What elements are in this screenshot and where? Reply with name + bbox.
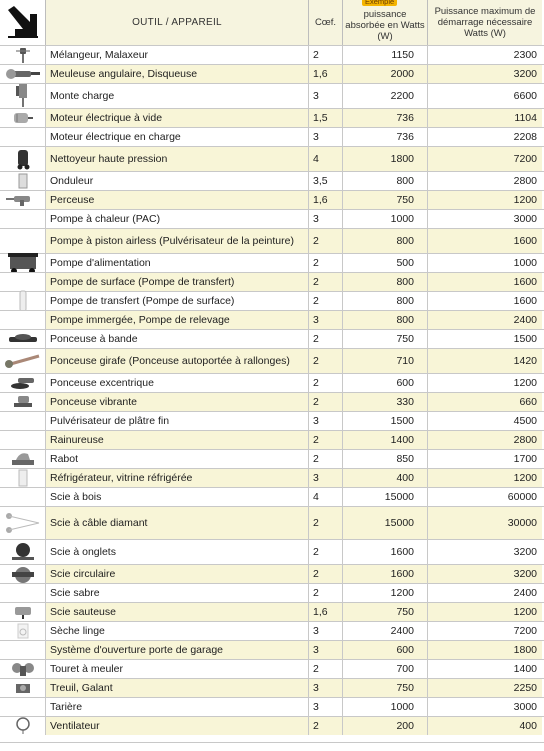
feed-pump-icon xyxy=(2,254,44,272)
coefficient: 2 xyxy=(308,330,342,348)
table-row xyxy=(0,171,544,190)
max-startup-power: 2400 xyxy=(427,311,542,329)
absorbed-power: 2200 xyxy=(342,84,427,108)
coefficient: 3 xyxy=(308,128,342,146)
absorbed-power: 736 xyxy=(342,128,427,146)
table-row xyxy=(0,127,544,146)
table-row xyxy=(0,348,544,373)
absorbed-power: 1150 xyxy=(342,46,427,64)
table-row xyxy=(0,310,544,329)
absorbed-power: 600 xyxy=(342,374,427,392)
icon-cell xyxy=(2,488,44,506)
max-startup-power: 400 xyxy=(427,717,542,735)
max-startup-power: 660 xyxy=(427,393,542,411)
absorbed-power: 800 xyxy=(342,172,427,190)
table-row xyxy=(0,564,544,583)
coefficient: 2 xyxy=(308,431,342,449)
tool-name: Ponceuse excentrique xyxy=(45,374,308,392)
coefficient: 3 xyxy=(308,412,342,430)
tool-name: Ventilateur xyxy=(45,717,308,735)
coefficient: 1,5 xyxy=(308,109,342,127)
max-startup-power: 1600 xyxy=(427,229,542,253)
icon-cell xyxy=(2,412,44,430)
max-startup-power: 2800 xyxy=(427,431,542,449)
vibrating-sander-icon xyxy=(2,393,44,411)
table-row xyxy=(0,449,544,468)
column-header-absorbed: puissance absorbée en Watts (W) xyxy=(342,0,427,45)
tool-name: Réfrigérateur, vitrine réfrigérée xyxy=(45,469,308,487)
column-header-tool: OUTIL / APPAREIL xyxy=(45,0,308,45)
max-startup-power: 1600 xyxy=(427,273,542,291)
table-row xyxy=(0,146,544,171)
absorbed-power: 15000 xyxy=(342,507,427,539)
tool-name: Monte charge xyxy=(45,84,308,108)
absorbed-power: 500 xyxy=(342,254,427,272)
icon-cell xyxy=(2,584,44,602)
table-row xyxy=(0,209,544,228)
tool-name: Treuil, Galant xyxy=(45,679,308,697)
coefficient: 3 xyxy=(308,84,342,108)
electric-motor-icon xyxy=(2,109,44,127)
max-startup-power: 1420 xyxy=(427,349,542,373)
column-header-max: Puissance maximum de démarrage nécessaire Watts (W) xyxy=(427,0,542,45)
coefficient: 2 xyxy=(308,254,342,272)
ups-icon xyxy=(2,172,44,190)
max-startup-power: 2250 xyxy=(427,679,542,697)
coefficient: 2 xyxy=(308,450,342,468)
max-startup-power: 6600 xyxy=(427,84,542,108)
coefficient: 2 xyxy=(308,507,342,539)
table-row xyxy=(0,83,544,108)
tool-name: Ponceuse à bande xyxy=(45,330,308,348)
icon-cell xyxy=(2,210,44,228)
icon-cell xyxy=(2,698,44,716)
belt-sander-icon xyxy=(2,330,44,348)
tool-name: Perceuse xyxy=(45,191,308,209)
max-startup-power: 2400 xyxy=(427,584,542,602)
absorbed-power: 800 xyxy=(342,311,427,329)
tool-name: Rabot xyxy=(45,450,308,468)
coefficient: 2 xyxy=(308,374,342,392)
coefficient: 3,5 xyxy=(308,172,342,190)
table-row xyxy=(0,228,544,253)
absorbed-power: 736 xyxy=(342,109,427,127)
tool-name: Scie à onglets xyxy=(45,540,308,564)
tool-name: Mélangeur, Malaxeur xyxy=(45,46,308,64)
absorbed-power: 1800 xyxy=(342,147,427,171)
coefficient: 2 xyxy=(308,540,342,564)
miter-saw-icon xyxy=(2,540,44,564)
max-startup-power: 1200 xyxy=(427,469,542,487)
absorbed-power: 15000 xyxy=(342,488,427,506)
dryer-icon xyxy=(2,622,44,640)
icon-cell xyxy=(2,641,44,659)
max-startup-power: 1200 xyxy=(427,374,542,392)
absorbed-power: 750 xyxy=(342,330,427,348)
absorbed-power: 750 xyxy=(342,603,427,621)
table-row xyxy=(0,329,544,348)
coefficient: 2 xyxy=(308,393,342,411)
table-row xyxy=(0,602,544,621)
absorbed-power: 2400 xyxy=(342,622,427,640)
absorbed-power: 850 xyxy=(342,450,427,468)
submersible-pump-icon xyxy=(2,292,44,310)
absorbed-power: 1000 xyxy=(342,698,427,716)
drill-icon xyxy=(2,191,44,209)
max-startup-power: 2800 xyxy=(427,172,542,190)
table-row xyxy=(0,64,544,83)
table-row xyxy=(0,583,544,602)
coefficient: 2 xyxy=(308,46,342,64)
max-startup-power: 1104 xyxy=(427,109,542,127)
tool-name: Scie sauteuse xyxy=(45,603,308,621)
table-row xyxy=(0,716,544,735)
icon-cell xyxy=(2,229,44,253)
table-bottom-border xyxy=(0,742,544,743)
table-row xyxy=(0,539,544,564)
coefficient: 2 xyxy=(308,584,342,602)
table-row xyxy=(0,411,544,430)
tool-name: Pompe de surface (Pompe de transfert) xyxy=(45,273,308,291)
tool-name: Pompe de transfert (Pompe de surface) xyxy=(45,292,308,310)
tool-name: Ponceuse girafe (Ponceuse autoportée à rallonges) xyxy=(45,349,308,373)
absorbed-power: 1600 xyxy=(342,565,427,583)
table-row xyxy=(0,659,544,678)
max-startup-power: 7200 xyxy=(427,622,542,640)
absorbed-power: 600 xyxy=(342,641,427,659)
max-startup-power: 1200 xyxy=(427,603,542,621)
arrow-down-right-icon xyxy=(2,0,44,45)
tool-name: Nettoyeur haute pression xyxy=(45,147,308,171)
max-startup-power: 60000 xyxy=(427,488,542,506)
max-startup-power: 3200 xyxy=(427,540,542,564)
table-row xyxy=(0,506,544,539)
absorbed-power: 1500 xyxy=(342,412,427,430)
tool-name: Scie à câble diamant xyxy=(45,507,308,539)
max-startup-power: 30000 xyxy=(427,507,542,539)
absorbed-power: 700 xyxy=(342,660,427,678)
absorbed-power: 330 xyxy=(342,393,427,411)
coefficient: 2 xyxy=(308,660,342,678)
coefficient: 2 xyxy=(308,229,342,253)
absorbed-power: 200 xyxy=(342,717,427,735)
pressure-washer-icon xyxy=(2,147,44,171)
giraffe-sander-icon xyxy=(2,349,44,373)
tool-name: Pompe à piston airless (Pulvérisateur de la peinture) xyxy=(45,229,308,253)
max-startup-power: 1500 xyxy=(427,330,542,348)
coefficient: 2 xyxy=(308,349,342,373)
max-startup-power: 1400 xyxy=(427,660,542,678)
winch-icon xyxy=(2,679,44,697)
column-header-coef: Cœf. xyxy=(308,0,342,45)
max-startup-power: 4500 xyxy=(427,412,542,430)
coefficient: 3 xyxy=(308,469,342,487)
table-row xyxy=(0,392,544,411)
max-startup-power: 1700 xyxy=(427,450,542,468)
coefficient: 3 xyxy=(308,210,342,228)
table-row xyxy=(0,373,544,392)
coefficient: 2 xyxy=(308,565,342,583)
max-startup-power: 3200 xyxy=(427,565,542,583)
absorbed-power: 1600 xyxy=(342,540,427,564)
tool-name: Meuleuse angulaire, Disqueuse xyxy=(45,65,308,83)
coefficient: 1,6 xyxy=(308,65,342,83)
example-tag: Exemple xyxy=(362,0,397,6)
coefficient: 2 xyxy=(308,292,342,310)
max-startup-power: 1000 xyxy=(427,254,542,272)
max-startup-power: 2300 xyxy=(427,46,542,64)
coefficient: 3 xyxy=(308,641,342,659)
table-row xyxy=(0,272,544,291)
tool-name: Moteur électrique à vide xyxy=(45,109,308,127)
table-row xyxy=(0,487,544,506)
tool-name: Pulvérisateur de plâtre fin xyxy=(45,412,308,430)
jigsaw-icon xyxy=(2,603,44,621)
absorbed-power: 750 xyxy=(342,191,427,209)
icon-cell xyxy=(2,311,44,329)
absorbed-power: 800 xyxy=(342,229,427,253)
table-row xyxy=(0,430,544,449)
absorbed-power: 710 xyxy=(342,349,427,373)
coefficient: 2 xyxy=(308,717,342,735)
coefficient: 3 xyxy=(308,622,342,640)
max-startup-power: 3000 xyxy=(427,210,542,228)
coefficient: 3 xyxy=(308,679,342,697)
table-header xyxy=(0,0,544,45)
tool-name: Pompe à chaleur (PAC) xyxy=(45,210,308,228)
table-row xyxy=(0,190,544,209)
absorbed-power: 1400 xyxy=(342,431,427,449)
table-row xyxy=(0,621,544,640)
angle-grinder-icon xyxy=(2,65,44,83)
coefficient: 3 xyxy=(308,698,342,716)
planer-icon xyxy=(2,450,44,468)
icon-cell xyxy=(2,431,44,449)
absorbed-power: 1000 xyxy=(342,210,427,228)
max-startup-power: 1200 xyxy=(427,191,542,209)
absorbed-power: 2000 xyxy=(342,65,427,83)
tool-name: Sèche linge xyxy=(45,622,308,640)
absorbed-power: 750 xyxy=(342,679,427,697)
tool-name: Rainureuse xyxy=(45,431,308,449)
max-startup-power: 3200 xyxy=(427,65,542,83)
wire-saw-icon xyxy=(2,507,44,539)
table-row xyxy=(0,253,544,272)
max-startup-power: 7200 xyxy=(427,147,542,171)
max-startup-power: 1800 xyxy=(427,641,542,659)
bench-grinder-icon xyxy=(2,660,44,678)
table-row xyxy=(0,697,544,716)
max-startup-power: 2208 xyxy=(427,128,542,146)
tool-name: Pompe immergée, Pompe de relevage xyxy=(45,311,308,329)
tool-name: Moteur électrique en charge xyxy=(45,128,308,146)
tool-name: Tarière xyxy=(45,698,308,716)
table-row xyxy=(0,468,544,487)
tool-name: Touret à meuler xyxy=(45,660,308,678)
hoist-icon xyxy=(2,84,44,108)
tool-name: Scie à bois xyxy=(45,488,308,506)
tool-name: Scie sabre xyxy=(45,584,308,602)
refrigerator-icon xyxy=(2,469,44,487)
coefficient: 1,6 xyxy=(308,603,342,621)
max-startup-power: 1600 xyxy=(427,292,542,310)
coefficient: 4 xyxy=(308,488,342,506)
tool-name: Ponceuse vibrante xyxy=(45,393,308,411)
circular-saw-icon xyxy=(2,565,44,583)
table-row xyxy=(0,291,544,310)
tool-name: Onduleur xyxy=(45,172,308,190)
max-startup-power: 3000 xyxy=(427,698,542,716)
icon-cell xyxy=(2,128,44,146)
table-row xyxy=(0,640,544,659)
absorbed-power: 800 xyxy=(342,273,427,291)
coefficient: 3 xyxy=(308,311,342,329)
tool-name: Pompe d'alimentation xyxy=(45,254,308,272)
table-row xyxy=(0,45,544,64)
fan-icon xyxy=(2,717,44,735)
tool-name: Scie circulaire xyxy=(45,565,308,583)
absorbed-power: 800 xyxy=(342,292,427,310)
table-row xyxy=(0,678,544,697)
table-row xyxy=(0,108,544,127)
coefficient: 4 xyxy=(308,147,342,171)
absorbed-power: 400 xyxy=(342,469,427,487)
mixer-icon xyxy=(2,46,44,64)
tool-name: Système d'ouverture porte de garage xyxy=(45,641,308,659)
coefficient: 1,6 xyxy=(308,191,342,209)
coefficient: 2 xyxy=(308,273,342,291)
orbital-sander-icon xyxy=(2,374,44,392)
absorbed-power: 1200 xyxy=(342,584,427,602)
